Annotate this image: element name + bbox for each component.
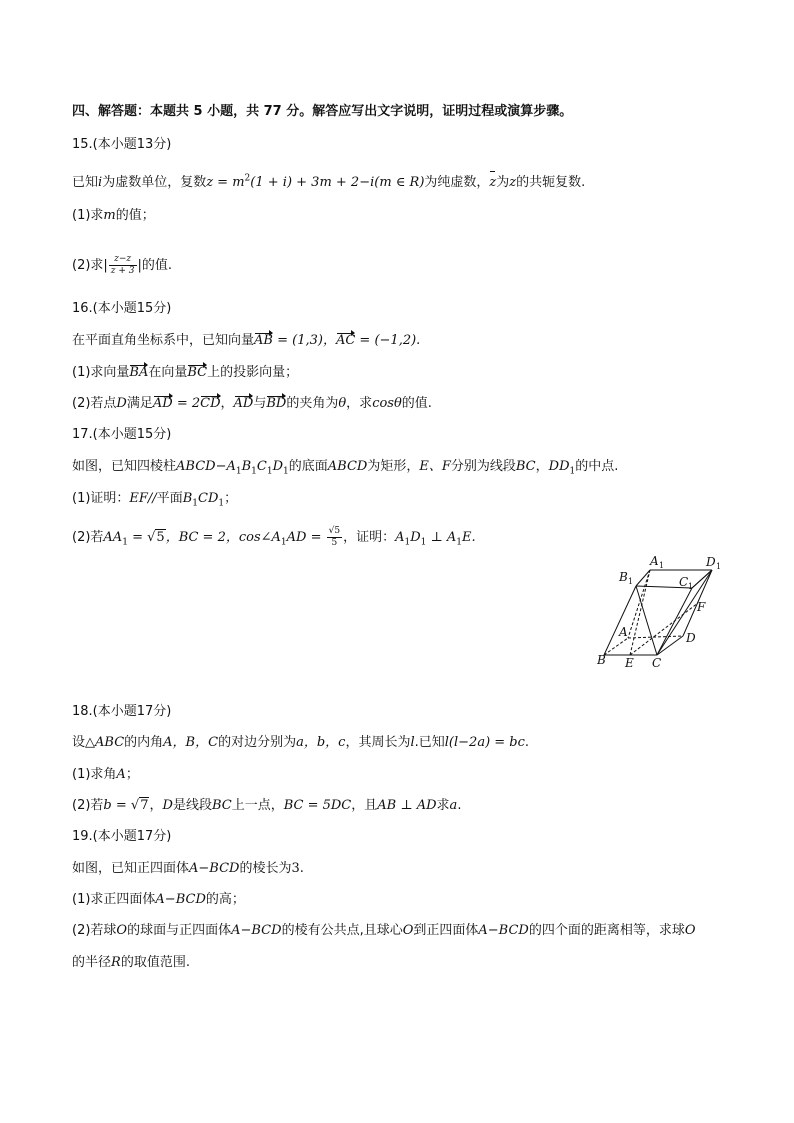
problem-15-part-1: (1)求m的值；	[72, 208, 155, 223]
label-B: B	[597, 653, 606, 667]
label-C1-sub: 1	[688, 582, 694, 591]
problem-18-header: 18.(本小题17分)	[72, 704, 172, 719]
problem-17-part-2: (2)若$AA_1 = √5$，BC = 2，$\cos\angle A_1AD$ = $\frac{√5}{5}$ ，证明：$A_1D_1$ ⊥ $A_1E$.	[72, 526, 476, 548]
label-C: C	[652, 656, 662, 670]
section-heading: 四、解答题：本题共 5 小题，共 77 分。解答应写出文字说明，证明过程或演算步骤。	[72, 104, 573, 119]
problem-18-part-1: (1)求角A；	[72, 767, 139, 782]
label-A1-sub: 1	[659, 561, 665, 570]
problem-15-stem: 已知i为虚数单位，复数$z = m^2(1 + i) + 3m + 2-i(m$ ∈ R)为纯虚数，z为z的共轭复数.	[72, 173, 586, 190]
label-F: F	[697, 600, 706, 614]
problem-16-part-2: (2)若点D满足AD = 2CD，AD与BD的夹角为θ，求cosθ的值.	[72, 396, 432, 411]
label-D1-sub: 1	[716, 562, 722, 571]
problem-19-part-1: (1)求正四面体A−BCD的高；	[72, 892, 245, 907]
prism-figure	[594, 548, 730, 676]
problem-16-stem: 在平面直角坐标系中，已知向量AB = (1,3)，AC = (−1,2).	[72, 333, 421, 348]
problem-16-header: 16.(本小题15分)	[72, 301, 172, 316]
label-D: D	[686, 631, 696, 645]
problem-18-stem: 设△ABC的内角A，B，C的对边分别为a，b，c，其周长为l.已知l(l−2a) = bc.	[72, 735, 530, 750]
problem-17-part-1: (1)证明：EF//平面$B_1CD_1$；	[72, 491, 238, 509]
label-A: A	[619, 625, 628, 639]
problem-19-part-2: (2)若球O的球面与正四面体A−BCD的棱有公共点,且球心O到正四面体A−BCD的四个面的距离相等，求球O	[72, 923, 696, 938]
problem-15-part-2: (2)求| $\frac{z-z}{z + 3}$ |的值.	[72, 254, 173, 276]
problem-19-header: 19.(本小题17分)	[72, 829, 172, 844]
label-B1: B	[619, 570, 628, 584]
label-E: E	[625, 656, 634, 670]
problem-15-header: 15.(本小题13分)	[72, 137, 172, 152]
problem-16-part-1: (1)求向量BA在向量BC上的投影向量；	[72, 365, 299, 380]
label-C1: C	[679, 575, 689, 589]
problem-18-part-2: (2)若b = √7，D是线段BC上一点，BC = 5DC，且AB ⊥ AD求a.	[72, 798, 462, 813]
label-D1: D	[706, 555, 716, 569]
problem-17-stem: 如图，已知四棱柱$ABCD-A_1B_1C_1D_1$的底面ABCD为矩形，E、F分别为线段BC，$DD_1$的中点.	[72, 459, 619, 477]
label-B1-sub: 1	[628, 577, 634, 586]
label-A1: A	[650, 554, 659, 568]
problem-17-header: 17.(本小题15分)	[72, 427, 172, 442]
problem-19-stem: 如图，已知正四面体A−BCD的棱长为3.	[72, 861, 304, 876]
problem-19-part-2-cont: 的半径R的取值范围.	[72, 955, 190, 970]
